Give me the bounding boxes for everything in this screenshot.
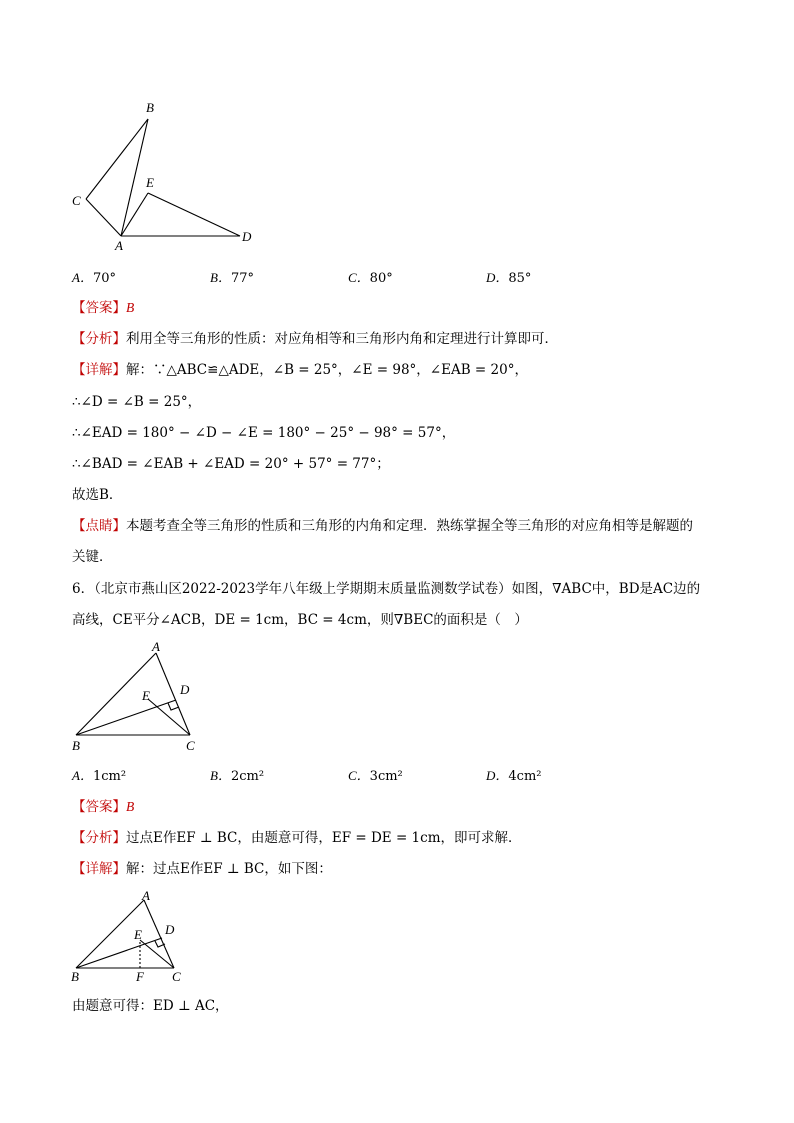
answer-value: B <box>126 799 135 814</box>
option-value: 4cm² <box>508 769 542 784</box>
label-b: B <box>72 738 80 753</box>
label-e: E <box>146 175 154 190</box>
figure-triangle-with-ef <box>62 888 202 988</box>
q5-comment-1 <box>72 516 693 536</box>
option-label: D． <box>486 768 509 783</box>
q6-option-c <box>348 766 403 787</box>
segment-bd <box>76 700 176 735</box>
option-label: B． <box>210 768 231 783</box>
detail-tag: 【详解】 <box>72 362 126 378</box>
q5-analysis <box>72 329 558 349</box>
comment-tag: 【点睛】 <box>72 518 126 534</box>
analysis-tag: 【分析】 <box>72 331 126 347</box>
q6-option-b <box>210 766 264 787</box>
option-label: C． <box>348 270 370 285</box>
q6-detail-2: 由题意可得：ED ⊥ AC， <box>72 998 229 1014</box>
option-label: D． <box>486 270 509 285</box>
option-value: 70° <box>92 271 116 286</box>
q5-detail-1 <box>72 360 528 380</box>
q6-stem-1: 6．（北京市燕山区2022-2023学年八年级上学期期末质量监测数学试卷）如图，∇ABC中，BD是AC边的 <box>72 581 701 597</box>
q6-option-a <box>72 766 126 787</box>
q5-option-d <box>486 268 531 289</box>
q5-answer <box>72 298 134 318</box>
label-c: C <box>186 738 195 753</box>
q6-analysis <box>72 828 522 848</box>
q6-option-d <box>486 766 541 787</box>
option-label: A． <box>72 768 93 783</box>
q5-comment-2: 关键． <box>72 549 113 565</box>
label-e: E <box>142 688 150 703</box>
option-value: 85° <box>508 271 532 286</box>
answer-value: B <box>126 300 135 315</box>
option-value: 1cm² <box>92 769 127 784</box>
figure-triangles-abc-ade <box>60 95 270 255</box>
option-label: C． <box>348 768 370 783</box>
label-e: E <box>134 927 142 942</box>
option-label: B． <box>210 270 231 285</box>
label-a: A <box>115 238 123 253</box>
segment-ca <box>86 199 121 236</box>
label-c: C <box>172 969 181 984</box>
segment-bd <box>76 938 162 968</box>
q5-option-b <box>210 268 254 289</box>
q5-option-a <box>72 268 116 289</box>
option-label: A． <box>72 270 93 285</box>
q5-detail-4: ∴∠BAD = ∠EAB + ∠EAD = 20° + 57° = 77°； <box>72 456 390 472</box>
option-value: 2cm² <box>230 769 265 784</box>
segment-ed <box>148 193 240 236</box>
detail-text: 解：∵△ABC≌△ADE，∠B = 25°，∠E = 98°，∠EAB = 20°， <box>126 362 528 378</box>
answer-tag: 【答案】 <box>72 300 126 316</box>
q6-answer <box>72 797 134 817</box>
label-f: F <box>136 969 144 984</box>
q5-detail-3: ∴∠EAD = 180° − ∠D − ∠E = 180° − 25° − 98° = 57°， <box>72 425 456 441</box>
label-c: C <box>72 193 81 208</box>
label-d: D <box>242 229 252 244</box>
comment-text: 本题考查全等三角形的性质和三角形的内角和定理．熟练掌握全等三角形的对应角相等是解题的 <box>126 518 693 534</box>
option-value: 3cm² <box>369 769 403 784</box>
q5-detail-2: ∴∠D = ∠B = 25°， <box>72 394 202 410</box>
answer-tag: 【答案】 <box>72 799 126 815</box>
label-a: A <box>152 640 160 654</box>
q6-detail-1 <box>72 859 332 879</box>
q5-detail-5: 故选B． <box>72 487 123 503</box>
analysis-text: 过点E作EF ⊥ BC，由题意可得，EF = DE = 1cm，即可求解． <box>126 830 522 846</box>
q5-option-c <box>348 268 393 289</box>
label-d: D <box>180 682 190 697</box>
label-a: A <box>142 888 150 903</box>
detail-tag: 【详解】 <box>72 861 126 877</box>
figure-triangle-abc-altitude <box>62 640 222 755</box>
q6-stem-2: 高线，CE平分∠ACB，DE = 1cm，BC = 4cm，则∇BEC的面积是（ ） <box>72 612 528 628</box>
option-value: 77° <box>230 271 254 286</box>
segment-ae <box>121 193 148 236</box>
analysis-text: 利用全等三角形的性质：对应角相等和三角形内角和定理进行计算即可． <box>126 331 558 347</box>
label-b: B <box>146 100 154 115</box>
analysis-tag: 【分析】 <box>72 830 126 846</box>
label-b: B <box>71 969 79 984</box>
label-d: D <box>165 922 175 937</box>
option-value: 80° <box>369 271 393 286</box>
detail-text: 解：过点E作EF ⊥ BC，如下图： <box>126 861 332 877</box>
